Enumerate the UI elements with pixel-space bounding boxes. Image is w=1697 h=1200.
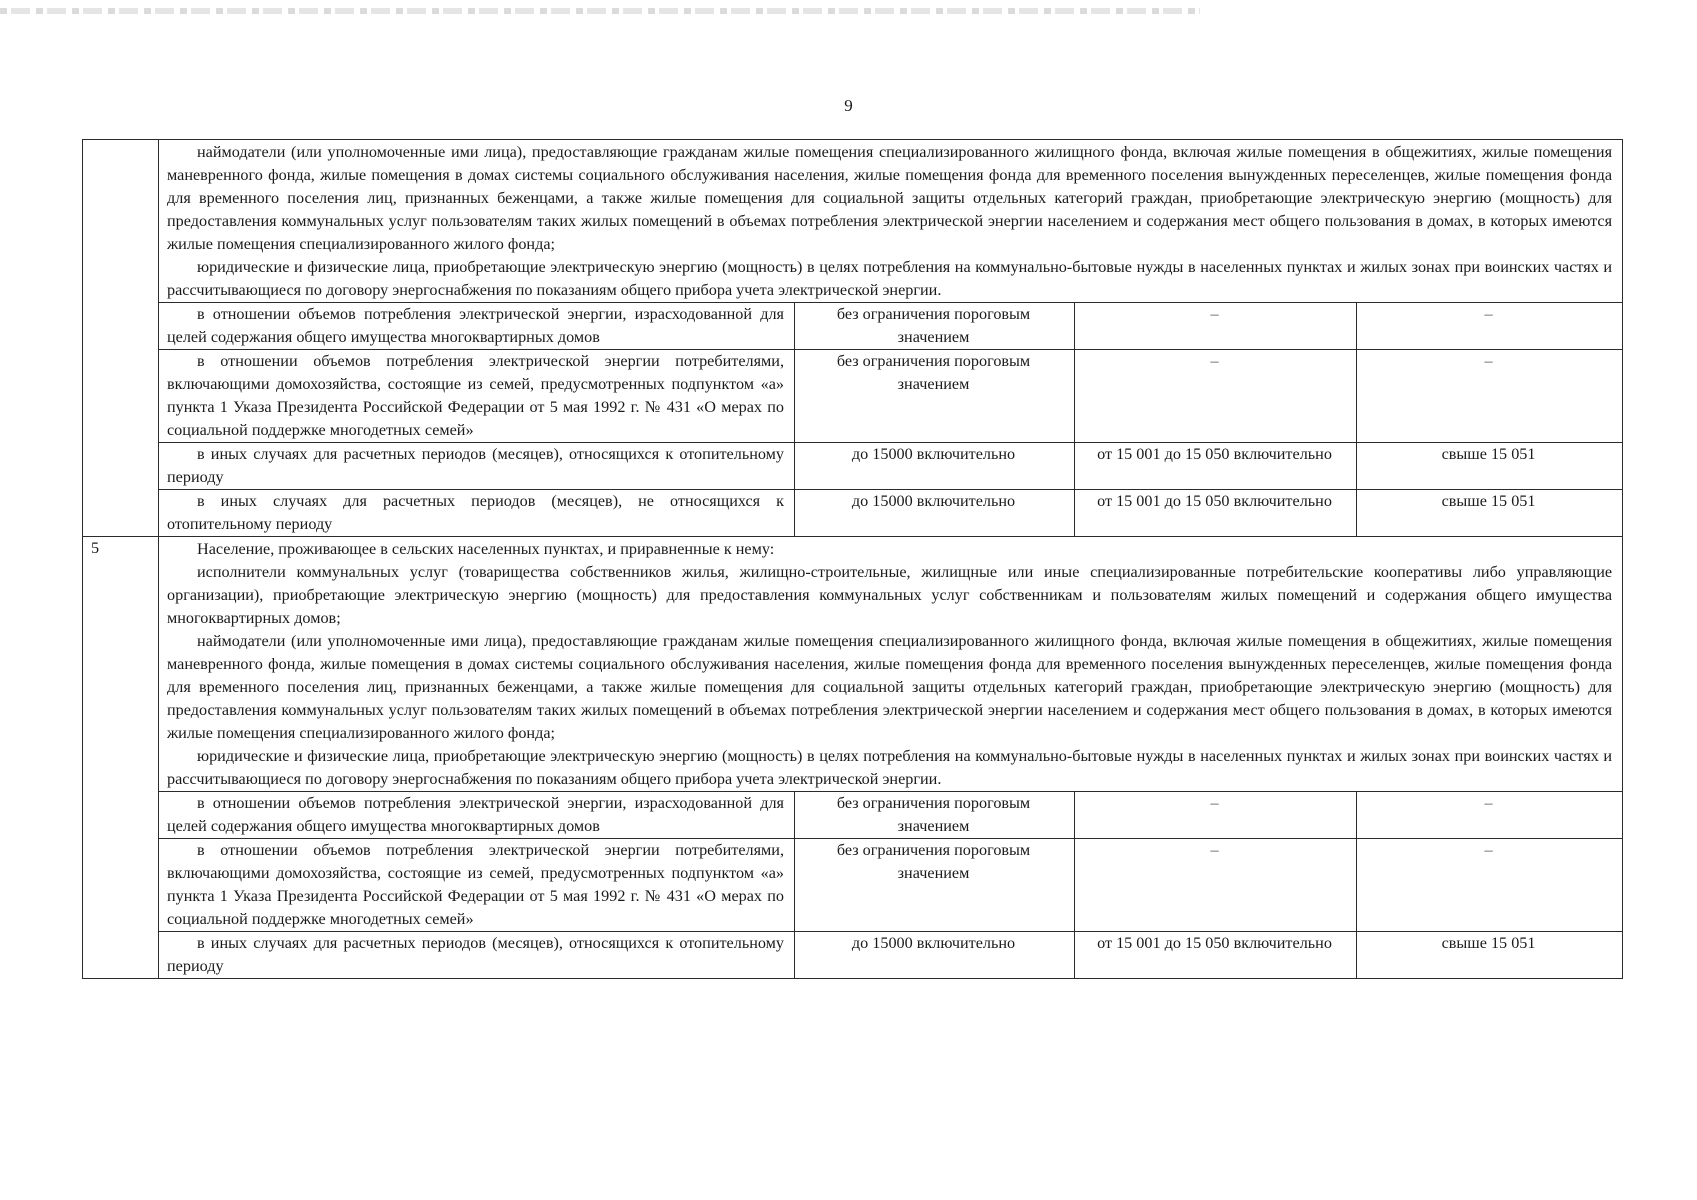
table-row: [83, 932, 1623, 979]
threshold-cell: до 15000 включительно: [795, 443, 1075, 490]
table-row: [83, 350, 1623, 443]
threshold-cell: без ограничения пороговым значением: [795, 792, 1075, 839]
paragraph: юридические и физические лица, приобретающие электрическую энергию (мощность) в целях потребления на коммунально-бытовые нужды в населенных пунктах и жилых зонах при воинских частях и рассчитывающиеся по договору энергоснабжения по показаниям общего прибора учета электрической энергии.: [167, 258, 1613, 299]
threshold-cell: свыше 15 051: [1357, 490, 1623, 537]
paragraph: исполнители коммунальных услуг (товарищества собственников жилья, жилищно-строительные, жилищные или иные специализированные потребительские кооперативы либо управляющие организации), приобретающие электрическую энергию (мощность) для предоставления коммунальных услуг собственникам и пользователям жилых помещений и содержания общего имущества многоквартирных домов;: [167, 563, 1613, 627]
threshold-cell: –: [1075, 792, 1357, 839]
threshold-cell: –: [1357, 839, 1623, 932]
paragraph: Население, проживающее в сельских населенных пунктах, и приравненные к нему:: [197, 540, 775, 558]
tariff-table: [82, 139, 1623, 979]
table-row: [83, 537, 1623, 792]
threshold-cell: от 15 001 до 15 050 включительно: [1075, 490, 1357, 537]
table-row: [83, 839, 1623, 932]
row-label: в отношении объемов потребления электрической энергии потребителями, включающими домохозяйства, состоящие из семей, предусмотренных подпунктом «а» пункта 1 Указа Президента Российской Федерации от 5 мая 1992 г. № 431 «О мерах по социальной поддержке многодетных семей»: [159, 839, 795, 932]
paragraph: юридические и физические лица, приобретающие электрическую энергию (мощность) в целях потребления на коммунально-бытовые нужды в населенных пунктах и жилых зонах при воинских частях и рассчитывающиеся по договору энергоснабжения по показаниям общего прибора учета электрической энергии.: [167, 747, 1613, 788]
threshold-cell: без ограничения пороговым значением: [795, 839, 1075, 932]
paragraph: наймодатели (или уполномоченные ими лица), предоставляющие гражданам жилые помещения специализированного жилищного фонда, включая жилые помещения в общежитиях, жилые помещения маневренного фонда, жилые помещения в домах системы социального обслуживания населения, жилые помещения фонда для временного поселения вынужденных переселенцев, жилые помещения фонда для временного поселения лиц, признанных беженцами, а также жилые помещения для социальной защиты отдельных категорий граждан, приобретающие электрическую энергию (мощность) для предоставления коммунальных услуг пользователям таких жилых помещений в объемах потребления электрической энергии населением и содержания мест общего пользования в домах, в которых имеются жилые помещения специализированного жилого фонда;: [167, 632, 1613, 742]
threshold-cell: без ограничения пороговым значением: [795, 350, 1075, 443]
threshold-cell: свыше 15 051: [1357, 443, 1623, 490]
threshold-cell: –: [1357, 303, 1623, 350]
row-label: в иных случаях для расчетных периодов (месяцев), относящихся к отопительному периоду: [159, 443, 795, 490]
threshold-cell: до 15000 включительно: [795, 932, 1075, 979]
threshold-cell: без ограничения пороговым значением: [795, 303, 1075, 350]
threshold-cell: –: [1075, 303, 1357, 350]
row-label: в отношении объемов потребления электрической энергии потребителями, включающими домохозяйства, состоящие из семей, предусмотренных подпунктом «а» пункта 1 Указа Президента Российской Федерации от 5 мая 1992 г. № 431 «О мерах по социальной поддержке многодетных семей»: [159, 350, 795, 443]
scan-artifact: [0, 8, 1200, 14]
threshold-cell: от 15 001 до 15 050 включительно: [1075, 443, 1357, 490]
row-number: 5: [83, 537, 159, 979]
threshold-cell: –: [1075, 839, 1357, 932]
category-description: [159, 537, 1623, 792]
table-row: [83, 490, 1623, 537]
threshold-cell: –: [1357, 792, 1623, 839]
row-label: в иных случаях для расчетных периодов (месяцев), относящихся к отопительному периоду: [159, 932, 795, 979]
row-label: в отношении объемов потребления электрической энергии, израсходованной для целей содержания общего имущества многоквартирных домов: [159, 792, 795, 839]
table-row: [83, 140, 1623, 303]
row-label: в отношении объемов потребления электрической энергии, израсходованной для целей содержания общего имущества многоквартирных домов: [159, 303, 795, 350]
category-description: [159, 140, 1623, 303]
row-label: в иных случаях для расчетных периодов (месяцев), не относящихся к отопительному периоду: [159, 490, 795, 537]
table-row: [83, 443, 1623, 490]
paragraph: наймодатели (или уполномоченные ими лица), предоставляющие гражданам жилые помещения специализированного жилищного фонда, включая жилые помещения в общежитиях, жилые помещения маневренного фонда, жилые помещения в домах системы социального обслуживания населения, жилые помещения фонда для временного поселения вынужденных переселенцев, жилые помещения фонда для временного поселения лиц, признанных беженцами, а также жилые помещения для социальной защиты отдельных категорий граждан, приобретающие электрическую энергию (мощность) для предоставления коммунальных услуг пользователям таких жилых помещений в объемах потребления электрической энергии населением и содержания мест общего пользования в домах, в которых имеются жилые помещения специализированного жилого фонда;: [167, 143, 1613, 253]
threshold-cell: –: [1075, 350, 1357, 443]
threshold-cell: от 15 001 до 15 050 включительно: [1075, 932, 1357, 979]
table-row: [83, 303, 1623, 350]
threshold-cell: до 15000 включительно: [795, 490, 1075, 537]
threshold-cell: свыше 15 051: [1357, 932, 1623, 979]
row-number: [83, 140, 159, 537]
threshold-cell: –: [1357, 350, 1623, 443]
table-row: [83, 792, 1623, 839]
page-number: 9: [844, 96, 853, 115]
